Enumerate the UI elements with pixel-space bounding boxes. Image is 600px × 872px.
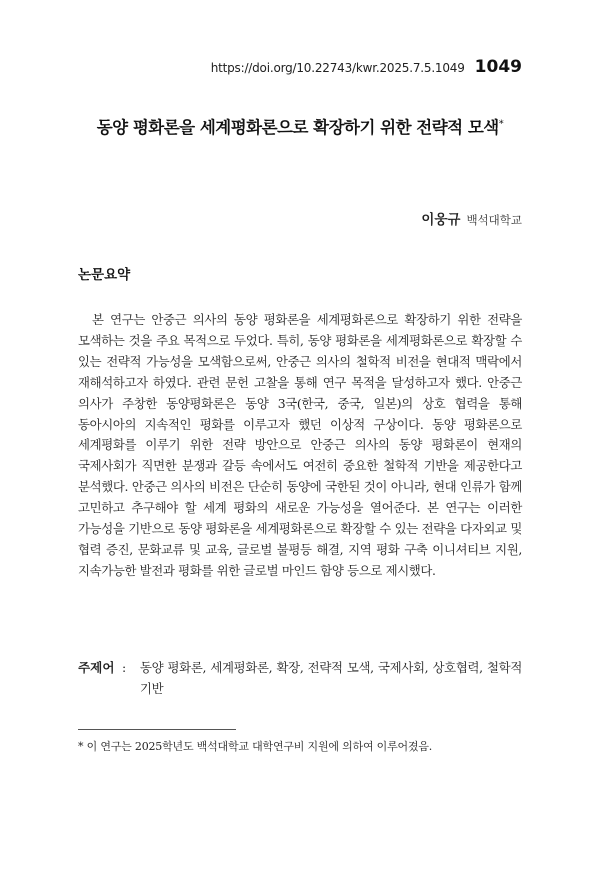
footnote: * 이 연구는 2025학년도 백석대학교 대학연구비 지원에 의하여 이루어졌음. [78,740,433,753]
keywords-block [78,658,522,699]
footnote-divider [78,729,236,730]
paper-title-text: 동양 평화론을 세계평화론으로 확장하기 위한 전략적 모색 [96,118,499,137]
author-affiliation: 백석대학교 [466,213,522,227]
page-number: 1049 [474,57,522,77]
page-header [211,57,522,77]
doi-link[interactable]: https://doi.org/10.22743/kwr.2025.7.5.1049 [210,61,465,75]
keywords-text: 동양 평화론, 세계평화론, 확장, 전략적 모색, 국제사회, 상호협력, 철학적 기반 [140,660,522,696]
author-name: 이웅규 [421,212,461,228]
abstract-heading: 논문요약 [78,267,131,283]
title-footnote-marker: * [498,118,504,130]
keywords-label: 주제어 [78,660,115,675]
abstract-body: 본 연구는 안중근 의사의 동양 평화론을 세계평화론으로 확장하기 위한 전략을 모색하는 것을 주요 목적으로 두었다. 특히, 동양 평화론을 세계평화론으로 확장할 수 있는 전략적 가능성을 모색함으로써, 안중근 의사의 철학적 비전을 현대적 맥락에서 재해석하고자 하였다. 관련 문헌 고찰을 통해 연구 목적을 달성하고자 했다. 안중근 의사가 주창한 동양평화론은 동양 3국(한국, 중국, 일본)의 상호 협력을 통해 동아시아의 지속적인 평화를 이루고자 했던 이상적 구상이다. 동양 평화론으로 세계평화를 이루기 위한 전략 방안으로 안중근 의사의 동양 평화론이 현재의 국제사회가 직면한 분쟁과 갈등 속에서도 여전히 중요한 철학적 기반을 제공한다고 분석했다. 안중근 의사의 비전은 단순히 동양에 국한된 것이 아니라, 현대 인류가 함께 고민하고 추구해야 할 세계 평화의 새로운 가능성을 열어준다. 본 연구는 이러한 가능성을 기반으로 동양 평화론을 세계평화론으로 확장할 수 있는 전략을 다자외교 및 협력 증진, 문화교류 및 교육, 글로벌 불평등 해결, 지역 평화 구축 이니셔티브 지원, 지속가능한 발전과 평화를 위한 글로벌 마인드 함양 등으로 제시했다. [78,312,522,578]
paper-title [0,114,600,138]
keywords-colon: : [122,660,127,675]
author-block [421,208,522,228]
